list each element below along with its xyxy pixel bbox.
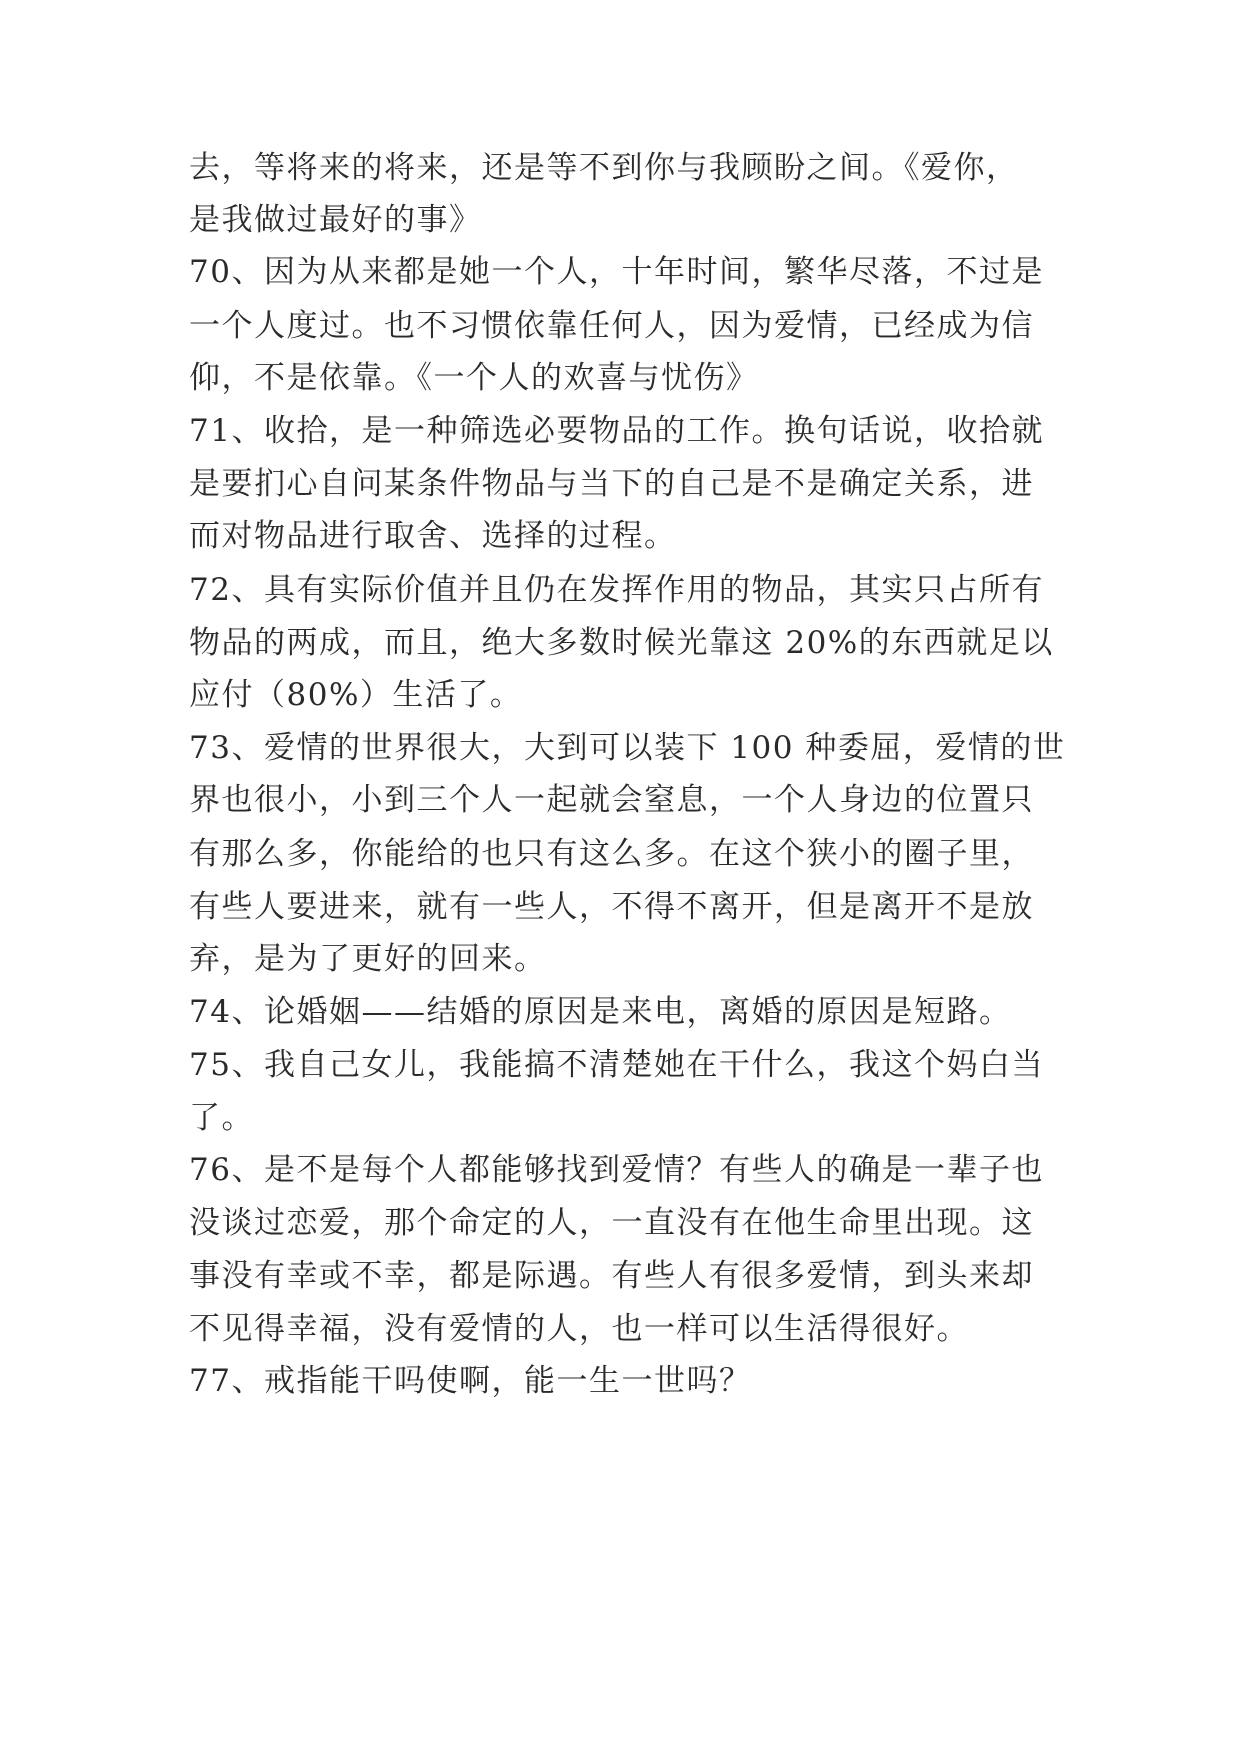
text-line: 一个人度过。也不习惯依靠任何人，因为爱情，已经成为信 (189, 308, 1034, 344)
text-line: 有些人要进来，就有一些人，不得不离开，但是离开不是放 (189, 889, 1034, 925)
text-line: 75、我自己女儿，我能搞不清楚她在干什么，我这个妈白当 (189, 1047, 1044, 1083)
text-line: 了。 (189, 1100, 254, 1136)
text-line: 70、因为从来都是她一个人，十年时间，繁华尽落，不过是 (189, 254, 1044, 290)
text-line: 是我做过最好的事》 (189, 202, 482, 238)
text-line: 是要扪心自问某条件物品与当下的自己是不是确定关系，进 (189, 466, 1034, 502)
text-line: 应付（80%）生活了。 (189, 677, 523, 713)
text-line: 物品的两成，而且，绝大多数时候光靠这 20%的东西就足以 (189, 625, 1054, 661)
text-line: 弃，是为了更好的回来。 (189, 941, 547, 977)
text-line: 去，等将来的将来，还是等不到你与我顾盼之间。《爱你， (189, 150, 1019, 186)
text-line: 仰，不是依靠。《一个人的欢喜与忧伤》 (189, 360, 759, 396)
text-line: 而对物品进行取舍、选择的过程。 (189, 518, 677, 554)
text-line: 不见得幸福，没有爱情的人，也一样可以生活得很好。 (189, 1311, 969, 1347)
text-line: 事没有幸或不幸，都是际遇。有些人有很多爱情，到头来却 (189, 1258, 1034, 1294)
text-line: 76、是不是每个人都能够找到爱情？有些人的确是一辈子也 (189, 1152, 1044, 1188)
text-line: 74、论婚姻——结婚的原因是来电，离婚的原因是短路。 (189, 994, 1012, 1030)
text-line: 界也很小，小到三个人一起就会窒息，一个人身边的位置只 (189, 782, 1034, 818)
text-line: 73、爱情的世界很大，大到可以装下 100 种委屈，爱情的世 (189, 730, 1066, 766)
text-line: 77、戒指能干吗使啊，能一生一世吗？ (189, 1363, 752, 1399)
text-line: 71、收拾，是一种筛选必要物品的工作。换句话说，收拾就 (189, 413, 1044, 449)
text-line: 72、具有实际价值并且仍在发挥作用的物品，其实只占所有 (189, 572, 1044, 608)
text-line: 有那么多，你能给的也只有这么多。在这个狭小的圈子里， (189, 836, 1034, 872)
text-line: 没谈过恋爱，那个命定的人，一直没有在他生命里出现。这 (189, 1205, 1034, 1241)
